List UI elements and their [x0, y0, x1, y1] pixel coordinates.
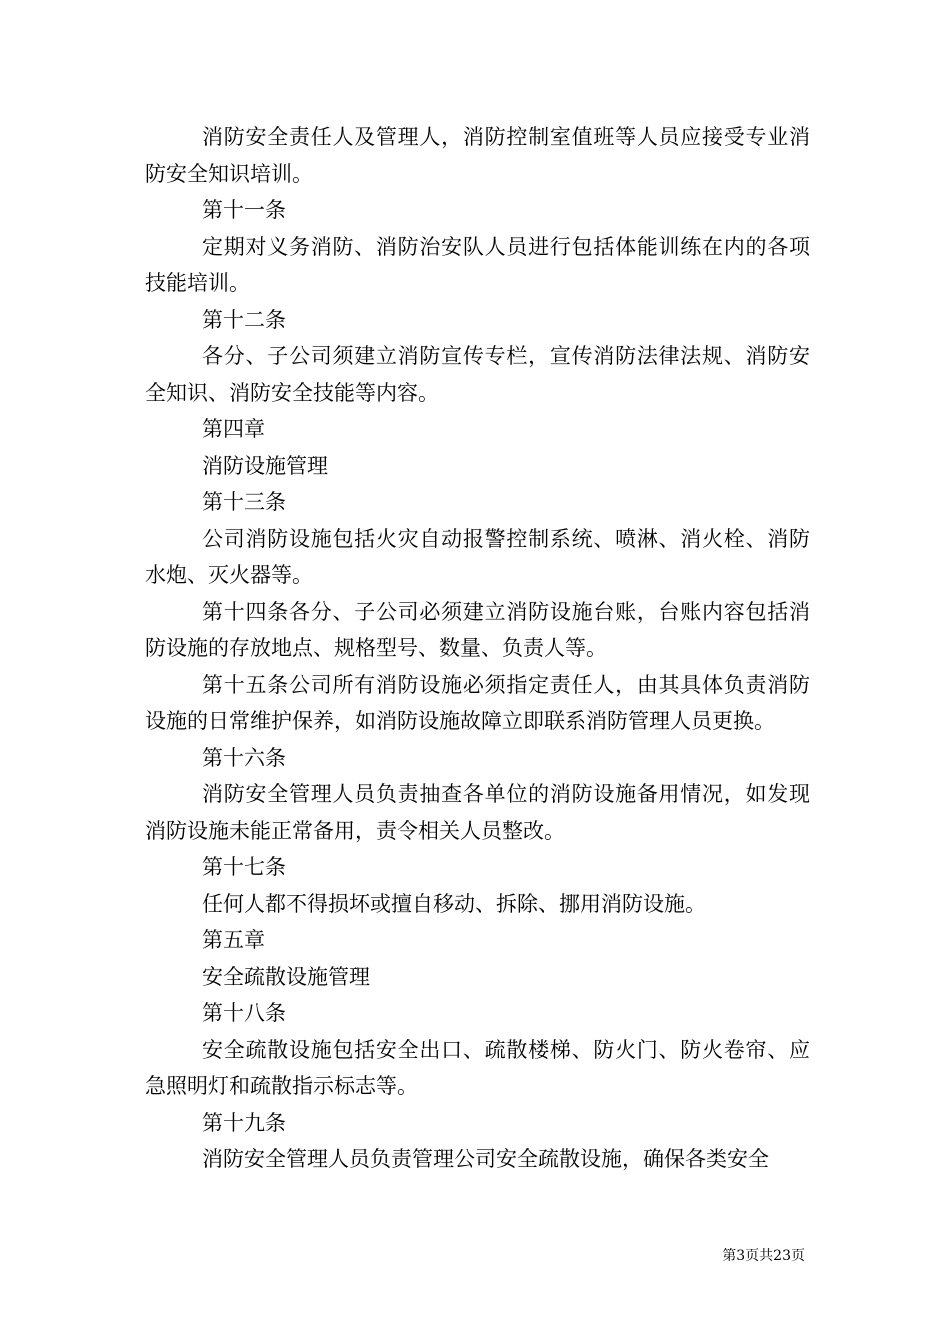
- article-14: 第十四条各分、子公司必须建立消防设施台账，台账内容包括消防设施的存放地点、规格型号、数量、负责人等。: [145, 599, 810, 660]
- article-heading-19: 第十九条: [202, 1110, 286, 1135]
- paragraph-4: 公司消防设施包括火灾自动报警控制系统、喷淋、消火栓、消防水炮、灭火器等。: [145, 526, 810, 587]
- chapter-heading-4: 第四章: [202, 417, 265, 441]
- article-heading-11: 第十一条: [202, 198, 286, 222]
- paragraph-1: 消防安全责任人及管理人，消防控制室值班等人员应接受专业消防安全知识培训。: [145, 125, 810, 186]
- article-heading-12: 第十二条: [202, 307, 286, 332]
- chapter-title-4: 消防设施管理: [202, 453, 328, 478]
- paragraph-8: 消防安全管理人员负责管理公司安全疏散设施，确保各类安全: [202, 1147, 769, 1171]
- article-heading-13: 第十三条: [202, 490, 286, 514]
- chapter-title-5: 安全疏散设施管理: [202, 964, 370, 989]
- paragraph-5: 消防安全管理人员负责抽查各单位的消防设施备用情况，如发现消防设施未能正常备用，责令相关人员整改。: [145, 782, 810, 843]
- article-heading-16: 第十六条: [202, 745, 286, 770]
- chapter-heading-5: 第五章: [202, 928, 265, 952]
- paragraph-6: 任何人都不得损坏或擅自移动、拆除、挪用消防设施。: [202, 891, 706, 916]
- paragraph-2: 定期对义务消防、消防治安队人员进行包括体能训练在内的各项技能培训。: [145, 234, 810, 295]
- paragraph-3: 各分、子公司须建立消防宣传专栏，宣传消防法律法规、消防安全知识、消防安全技能等内容。: [145, 344, 810, 405]
- article-heading-17: 第十七条: [202, 855, 286, 879]
- document-body: [145, 119, 810, 1219]
- paragraph-7: 安全疏散设施包括安全出口、疏散楼梯、防火门、防火卷帘、应急照明灯和疏散指示标志等。: [145, 1037, 810, 1098]
- article-heading-18: 第十八条: [202, 1001, 286, 1025]
- article-15: 第十五条公司所有消防设施必须指定责任人，由其具体负责消防设施的日常维护保养，如消防设施故障立即联系消防管理人员更换。: [145, 672, 810, 733]
- page-number-footer: 第3页共23页: [722, 1248, 805, 1264]
